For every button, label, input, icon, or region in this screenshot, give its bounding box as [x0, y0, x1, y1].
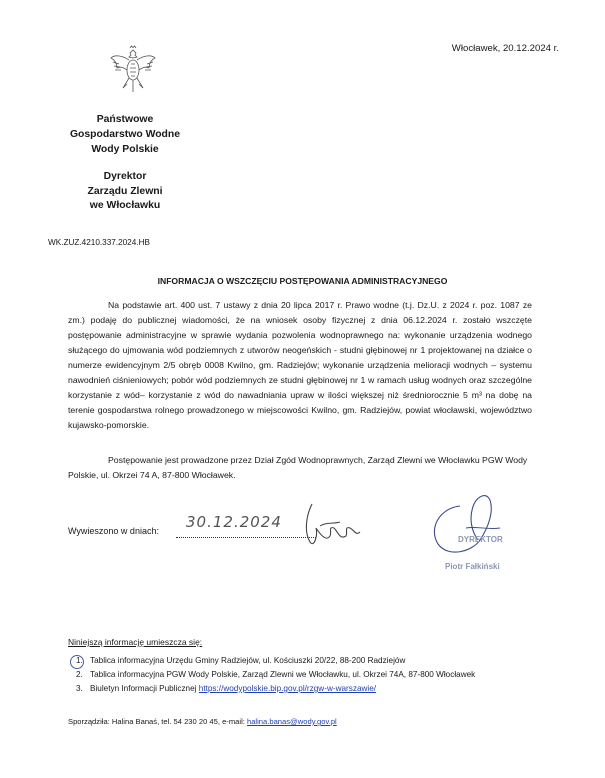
- paragraph-1: Na podstawie art. 400 ust. 7 ustawy z dnia 20 lipca 2017 r. Prawo wodne (t.j. Dz.U. z 2024 r. poz. 1087 ze zm.) podaję do publicznej wiadomości, że na wniosek osoby fizycznej z dnia 06.12.2024 r. zostało wszczęte postępowanie administracyjne w sprawie wydania pozwolenia wodnoprawnego na: wykonanie urządzenia wodnego służącego do ujmowania wód podziemnych z utworów neogeńskich - studni głębinowej nr 1 projektowanej na działce o numerze ewidencyjnym 2/5 obręb 0008 Kwilno, gm. Radziejów; wykonanie urządzenia melioracji wodnych – systemu nawodnień ciśnieniowych; pobór wód podziemnych ze studni głębinowej nr 1 w ramach usług wodnych oraz szczególne korzystanie z wód– korzystanie z wód do nawadniania upraw w ilości większej niż średniorocznie 5 m³ na dobę na terenie gospodarstwa rolnego prowadzonego w miejscowości Kwilno, gm. Radziejów, powiat włocławski, województwo kujawsko-pomorskie.: [68, 300, 532, 430]
- list-item: [76, 668, 475, 682]
- director-line-2: Zarządu Zlewni: [87, 185, 163, 197]
- director-signature-icon: [420, 488, 520, 568]
- director-name: [55, 170, 195, 214]
- institution-line-1: Państwowe: [96, 114, 154, 125]
- bip-link[interactable]: https://wodypolskie.bip.gov.pl/rzgw-w-warszawie/: [198, 684, 377, 693]
- list-item-text: Tablica informacyjna Urzędu Gminy Radziejów, ul. Kościuszki 20/22, 88-200 Radziejów: [90, 656, 406, 665]
- email-link[interactable]: halina.banas@wody.gov.pl: [246, 717, 337, 726]
- director-line-1: Dyrektor: [103, 171, 147, 182]
- stamp-name: Piotr Fałkiński: [445, 562, 500, 571]
- institution-line-3: Wody Polskie: [91, 144, 159, 155]
- paragraph-2: Postępowanie jest prowadzone przez Dział Zgód Wodnoprawnych, Zarząd Zlewni we Włocławku PGW Wody Polskie, ul. Okrzei 74 A, 87-800 Włocławek.: [68, 455, 528, 480]
- list-item-number: 1.: [76, 656, 83, 665]
- body-text-2: [68, 453, 532, 483]
- eagle-emblem-icon: [109, 44, 157, 96]
- body-text: [68, 298, 532, 433]
- distribution-list: [76, 654, 475, 696]
- director-line-3: we Włocławku: [89, 200, 161, 211]
- institution-line-2: Gospodarstwo Wodne: [69, 129, 181, 140]
- list-item-text: Biuletyn Informacji Publicznej: [90, 684, 199, 693]
- list-item-number: 3.: [76, 684, 83, 693]
- reference-number: WK.ZUZ.4210.337.2024.HB: [48, 238, 150, 247]
- posting-label: Wywieszono w dniach:: [68, 526, 159, 536]
- list-item-number: 2.: [76, 670, 83, 679]
- handwritten-signature-icon: [300, 496, 370, 556]
- posting-dotted-line: [176, 531, 316, 538]
- prepared-by: [68, 717, 337, 726]
- list-item: [76, 682, 475, 696]
- handwritten-date: 30.12.2024: [186, 513, 282, 531]
- institution-name: [55, 112, 195, 157]
- list-item: [76, 654, 475, 668]
- list-item-text: Tablica informacyjna PGW Wody Polskie, Zarząd Zlewni we Włocławku, ul. Okrzei 74A, 87-800 Włocławek: [90, 670, 476, 679]
- document-title: INFORMACJA O WSZCZĘCIU POSTĘPOWANIA ADMINISTRACYJNEGO: [157, 276, 448, 286]
- place-date: Włocławek, 20.12.2024 r.: [451, 43, 559, 54]
- stamp-role: DYREKTOR: [458, 535, 503, 544]
- distribution-heading: Niniejszą informację umieszcza się:: [68, 637, 203, 647]
- prepared-by-text: Sporządziła: Halina Banaś, tel. 54 230 20 45, e-mail:: [68, 717, 247, 726]
